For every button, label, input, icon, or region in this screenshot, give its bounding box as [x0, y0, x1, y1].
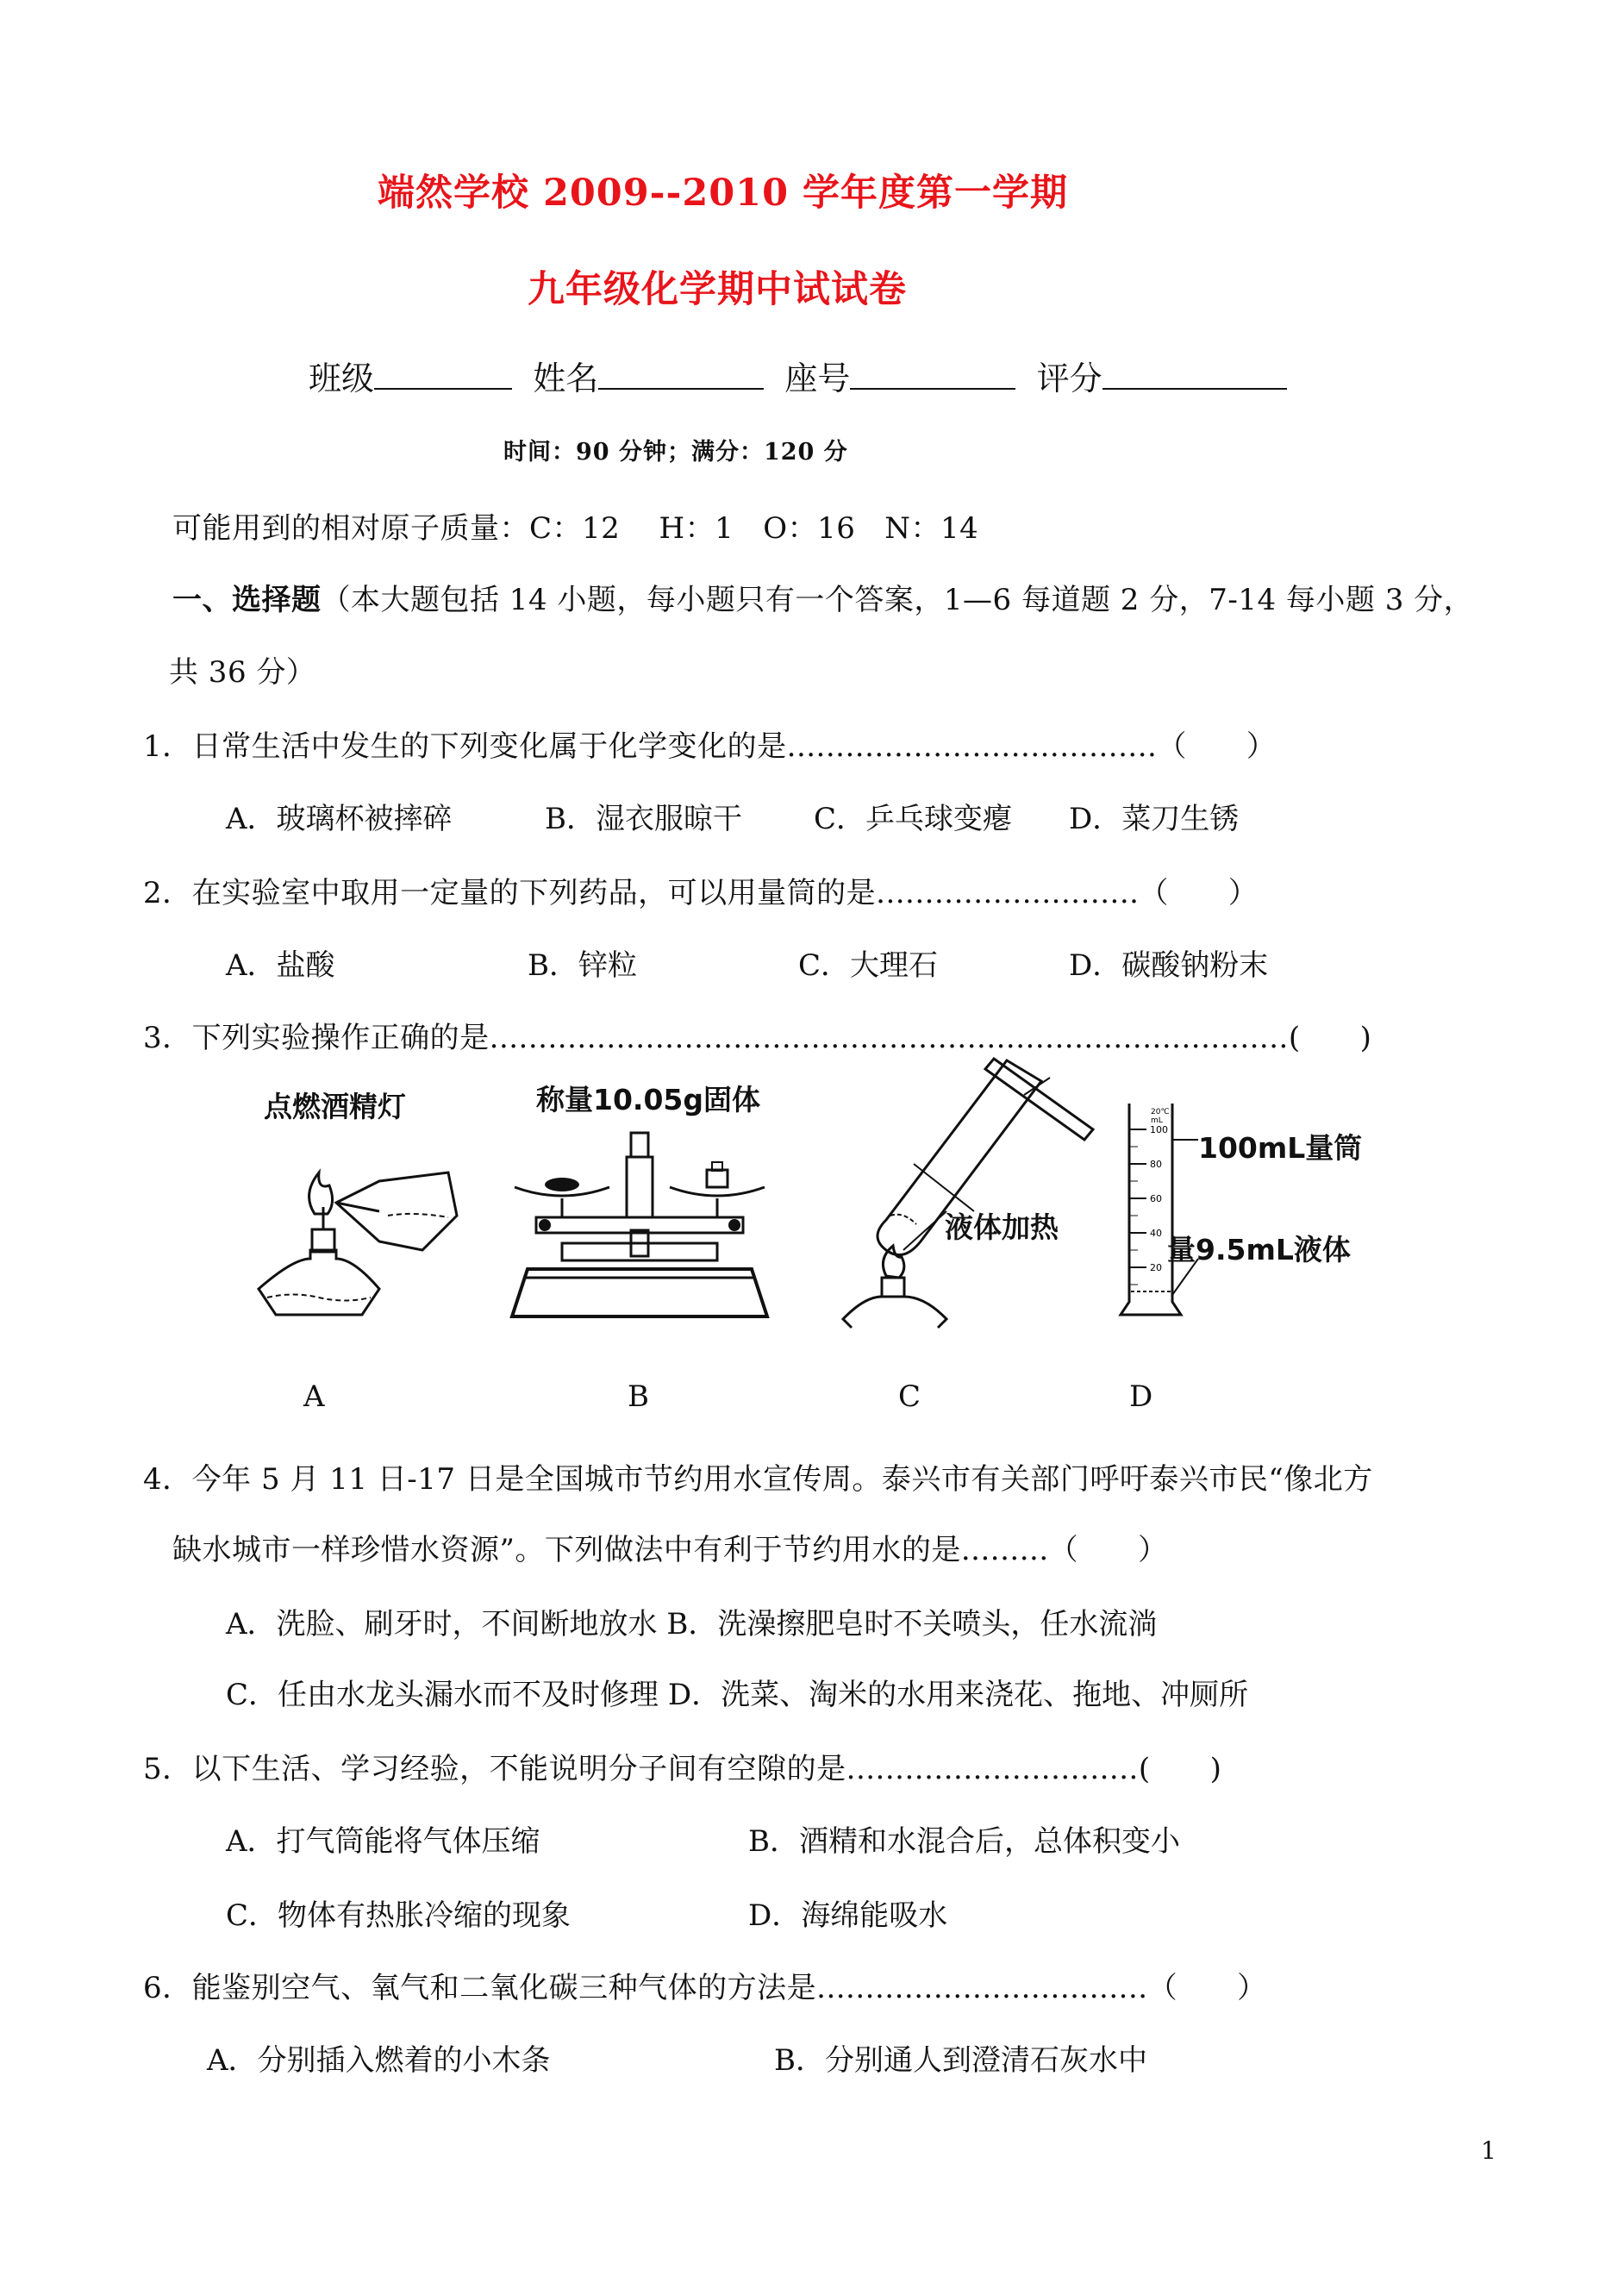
q6-option-a: A．分别插入燃着的小木条: [207, 2043, 551, 2078]
time-info: 时间：90 分钟；满分：120 分: [503, 439, 848, 466]
section1-heading: 一、选择题: [172, 583, 322, 617]
section1-instructions: [172, 576, 1473, 618]
q3-option-c: C: [898, 1379, 921, 1414]
figure-c-label: 液体加热: [945, 1210, 1059, 1244]
figure-a-label: 点燃酒精灯: [264, 1090, 406, 1123]
flame-icon: [309, 1173, 333, 1214]
figure-c-label-pointer: [914, 1164, 983, 1216]
cylinder-top-unit: mL: [1151, 1116, 1163, 1125]
question-5-stem: 5．以下生活、学习经验，不能说明分子间有空隙的是..............................( ): [143, 1752, 1222, 1786]
q2-option-b: B．锌粒: [528, 948, 637, 983]
question-3-stem: 3．下列实验操作正确的是..................................................................................( ): [143, 1021, 1372, 1055]
q5-option-d: D．海绵能吸水: [748, 1898, 948, 1933]
cylinder-top-temp: 20℃: [1151, 1108, 1170, 1116]
q6-option-b: B．分别通人到澄清石灰水中: [774, 2043, 1147, 2078]
page-number: 1: [1481, 2136, 1496, 2165]
seat-label: 座号: [784, 360, 851, 397]
question-4-stem-line1: 4．今年 5 月 11 日-17 日是全国城市节约用水宣传周。泰兴市有关部门呼吁泰兴市民“像北方: [143, 1462, 1373, 1497]
figure-b-label: 称量10.05g固体: [536, 1083, 761, 1116]
score-blank: [1102, 359, 1287, 390]
q3-option-a: A: [303, 1379, 325, 1414]
q3-option-d: D: [1129, 1379, 1153, 1414]
cylinder-tick-80: 80: [1150, 1159, 1162, 1170]
question-1-stem: 1．日常生活中发生的下列变化属于化学变化的是......................................（ ）: [143, 729, 1277, 764]
student-info-row: [309, 352, 1287, 399]
seat-blank: [850, 359, 1015, 390]
figure-a-alcohol-lamp-illustration: [250, 1121, 457, 1328]
cylinder-tick-40: 40: [1150, 1228, 1162, 1239]
q1-option-c: C．乒乓球变瘪: [814, 802, 1013, 836]
q5-option-a: A．打气筒能将气体压缩: [226, 1824, 540, 1859]
section1-instructions-part2: 共 36 分）: [169, 655, 316, 690]
q5-option-c: C．物体有热胀冷缩的现象: [226, 1898, 572, 1933]
q2-option-d: D．碳酸钠粉末: [1069, 948, 1269, 983]
class-label: 班级: [309, 360, 375, 397]
q2-option-a: A．盐酸: [226, 948, 335, 983]
score-label: 评分: [1036, 360, 1102, 397]
cylinder-tick-100: 100: [1150, 1124, 1168, 1135]
q1-option-d: D．菜刀生锈: [1069, 802, 1240, 836]
q1-option-b: B．湿衣服晾干: [545, 802, 742, 836]
figure-d-cylinder-illustration: [1112, 1095, 1198, 1319]
q3-option-b: B: [628, 1379, 649, 1414]
q4-options-line2: C．任由水龙头漏水而不及时修理 D．洗菜、淘米的水用来浇花、拖地、冲厕所: [226, 1678, 1249, 1712]
class-blank: [374, 359, 512, 390]
figure-d-label-volume: 量9.5mL液体: [1167, 1233, 1351, 1266]
question-6-stem: 6．能鉴别空气、氧气和二氧化碳三种气体的方法是..................................（ ）: [143, 1971, 1267, 2005]
atomic-masses: 可能用到的相对原子质量：C：12 H：1 O：16 N：14: [172, 511, 979, 546]
exam-title-line1: 端然学校 2009--2010 学年度第一学期: [378, 172, 1068, 215]
name-blank: [598, 359, 764, 390]
q1-option-a: A．玻璃杯被摔碎: [226, 802, 453, 836]
question-2-stem: 2．在实验室中取用一定量的下列药品，可以用量筒的是...........................（ ）: [143, 876, 1259, 910]
section1-instructions-part1: （本大题包括 14 小题，每小题只有一个答案，1—6 每道题 2 分，7-14 每小题 3 分，: [321, 583, 1474, 617]
name-label: 姓名: [533, 360, 599, 397]
q2-option-c: C．大理石: [798, 948, 939, 983]
question-4-stem-line2: 缺水城市一样珍惜水资源”。下列做法中有利于节约用水的是.........（ ）: [172, 1533, 1168, 1567]
q4-options-line1: A．洗脸、刷牙时，不间断地放水 B．洗澡擦肥皂时不关喷头，任水流淌: [226, 1607, 1158, 1642]
q5-option-b: B．酒精和水混合后，总体积变小: [748, 1824, 1180, 1859]
cylinder-tick-60: 60: [1150, 1193, 1162, 1204]
exam-title-line2: 九年级化学期中试试卷: [528, 268, 907, 311]
figure-b-balance-illustration: [510, 1122, 769, 1321]
figure-d-label-cylinder: 100mL量筒: [1198, 1131, 1363, 1165]
cylinder-tick-20: 20: [1150, 1262, 1162, 1273]
